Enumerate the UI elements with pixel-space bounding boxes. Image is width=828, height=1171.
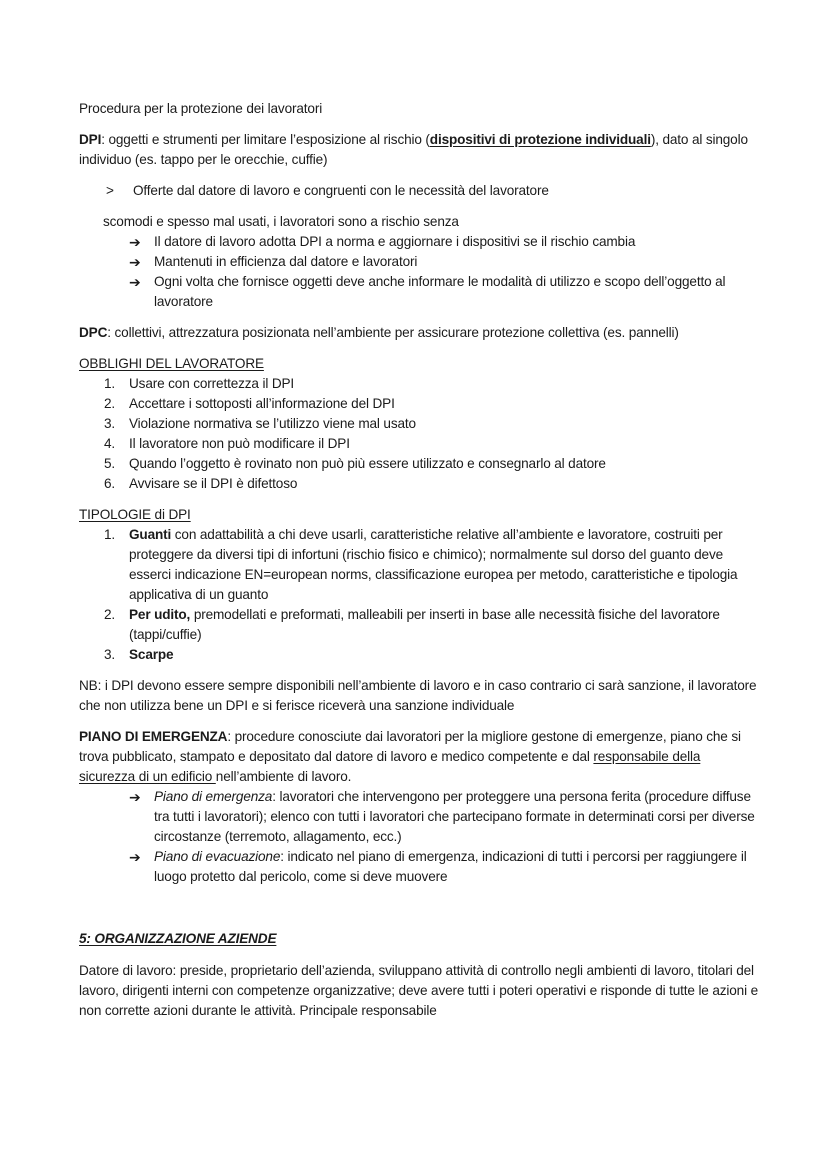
list-item: [79, 605, 759, 645]
arrow-right-icon: ➔: [129, 849, 141, 865]
list-item: [79, 272, 759, 312]
arrow-right-icon: ➔: [129, 254, 141, 270]
section-5-paragraph: Datore di lavoro: preside, proprietario dell’azienda, sviluppano attività di controllo negli ambienti di lavoro, titolari del lavoro, dirigenti interni con competenze organizzative; deve avere tutti i poteri operativi e risponde di tutte le azioni e non corrette azioni durante le attività. Principale responsabile: [79, 963, 759, 1018]
list-number: 4.: [104, 436, 116, 451]
dpc-term: DPC: [79, 325, 108, 340]
dpi-term: DPI: [79, 132, 102, 147]
list-number: 3.: [104, 647, 116, 662]
piano-underlined: responsabile della sicurezza di un edificio: [79, 749, 701, 784]
list-item-text: Mantenuti in efficienza dal datore e lavoratori: [154, 254, 418, 269]
dpi-definition: [79, 130, 759, 170]
obblighi-list: [79, 374, 759, 494]
list-number: 2.: [104, 607, 116, 622]
list-number: 6.: [104, 476, 116, 491]
list-item: [79, 454, 759, 474]
arrow-right-icon: ➔: [129, 789, 141, 805]
piano-text-after: nell’ambiente di lavoro.: [215, 769, 352, 784]
list-item-text: Avvisare se il DPI è difettoso: [129, 476, 298, 491]
list-item-text: Accettare i sottoposti all’informazione del DPI: [129, 396, 395, 411]
list-item-text: : lavoratori che intervengono per proteggere una persona ferita (procedure diffuse tra tutti i lavoratori); elenco con tutti i lavoratori che partecipano formate in determinati corsi per diverse circostanze (terremoto, allagamento, ecc.): [154, 789, 755, 844]
list-item: [79, 374, 759, 394]
list-item: [79, 232, 759, 252]
offered-bullet-text: Offerte dal datore di lavoro e congruenti con le necessità del lavoratore: [133, 183, 549, 198]
scomodi-line: scomodi e spesso mal usati, i lavoratori sono a rischio senza: [103, 214, 459, 229]
list-item-text: Il datore di lavoro adotta DPI a norma e aggiornare i dispositivi se il rischio cambia: [154, 234, 636, 249]
list-item-text: Usare con correttezza il DPI: [129, 376, 295, 391]
list-item-text: Violazione normativa se l’utilizzo viene mal usato: [129, 416, 416, 431]
arrow-right-icon: ➔: [129, 234, 141, 250]
list-item: [79, 414, 759, 434]
list-item-italic: Piano di emergenza: [154, 789, 273, 804]
arrow-right-icon: ➔: [129, 274, 141, 290]
title-line: Procedura per la protezione dei lavoratori: [79, 101, 323, 116]
list-number: 3.: [104, 416, 116, 431]
list-item-text: Quando l’oggetto è rovinato non può più essere utilizzato e consegnarlo al datore: [129, 456, 606, 471]
list-item-bold: Scarpe: [129, 647, 174, 662]
list-item: [79, 787, 759, 847]
list-item-text: Il lavoratore non può modificare il DPI: [129, 436, 350, 451]
list-item: [79, 645, 759, 665]
tipologie-heading: TIPOLOGIE di DPI: [79, 507, 191, 522]
list-item-italic: Piano di evacuazione: [154, 849, 281, 864]
list-item-bold: Per udito,: [129, 607, 191, 622]
list-item: [79, 252, 759, 272]
list-item: [79, 525, 759, 605]
list-item-text: Ogni volta che fornisce oggetti deve anche informare le modalità di utilizzo e scopo dell’oggetto al lavoratore: [154, 274, 726, 309]
greater-than-bullet-icon: >: [106, 183, 114, 198]
list-item: [79, 394, 759, 414]
list-number: 5.: [104, 456, 116, 471]
dpc-text: : collettivi, attrezzatura posizionata nell’ambiente per assicurare protezione collettiva (es. pannelli): [107, 325, 679, 340]
dpi-text-after: ), dato al singolo individuo (es. tappo per le orecchie, cuffie): [79, 132, 748, 167]
list-item-text: premodellati e preformati, malleabili per inserti in base alle necessità fisiche del lavoratore (tappi/cuffie): [129, 607, 720, 642]
list-item: [79, 474, 759, 494]
piano-arrow-list: [79, 787, 759, 887]
nb-note: NB: i DPI devono essere sempre disponibili nell’ambiente di lavoro e in caso contrario ci sarà sanzione, il lavoratore che non utilizza bene un DPI e si ferisce riceverà una sanzione individuale: [79, 678, 757, 713]
piano-term: PIANO DI EMERGENZA: [79, 729, 228, 744]
piano-text-before: : procedure conosciute dai lavoratori per la migliore gestone di emergenze, piano che si trova pubblicato, stampato e depositato dal datore di lavoro e medico competente e dal: [79, 729, 741, 764]
offered-bullet: [79, 181, 759, 201]
obblighi-heading: OBBLIGHI DEL LAVORATORE: [79, 356, 264, 371]
section-5-heading: 5: ORGANIZZAZIONE AZIENDE: [79, 931, 277, 946]
list-number: 1.: [104, 376, 116, 391]
list-item: [79, 847, 759, 887]
list-item-bold: Guanti: [129, 527, 172, 542]
list-item-text: con adattabilità a chi deve usarli, caratteristiche relative all’ambiente e lavoratore, costruiti per proteggere da diversi tipi di infortuni (rischio fisico e chimico); normalmente sul dorso del guanto deve esserci indicazione EN=european norms, classificazione europea per metodo, caratteristiche e tipologia applicativa di un guanto: [129, 527, 738, 602]
dpi-text-before: : oggetti e strumenti per limitare l’esposizione al rischio (: [101, 132, 430, 147]
dpi-expansion: dispositivi di protezione individuali: [429, 132, 651, 147]
document-page: [79, 99, 759, 1021]
tipologie-list: [79, 525, 759, 665]
list-item: [79, 434, 759, 454]
dpc-definition: [79, 323, 759, 343]
list-number: 1.: [104, 527, 116, 542]
list-item-text: : indicato nel piano di emergenza, indicazioni di tutti i percorsi per raggiungere il luogo protetto dal pericolo, come si deve muovere: [154, 849, 747, 884]
dpi-arrow-list: [79, 232, 759, 312]
piano-definition: [79, 727, 759, 787]
list-number: 2.: [104, 396, 116, 411]
